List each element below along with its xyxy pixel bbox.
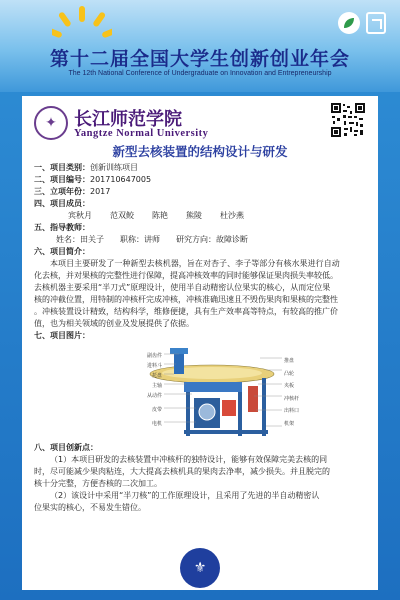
conference-logos — [338, 12, 386, 34]
member-name: 熊陵 — [186, 211, 202, 220]
hopper-top — [170, 348, 188, 354]
frame-top — [184, 382, 242, 392]
member-name: 宾秋月 — [68, 211, 92, 220]
advisor-title: 职称：讲师 — [120, 235, 160, 244]
callout-label: 出料口 — [284, 408, 300, 415]
conference-subtitle: The 12th National Conference of Undergraduate on Innovation and Entrepreneurship — [68, 70, 332, 77]
innovation-line: （2）该设计中采用“半刀核”的工作原理设计，且采用了先进的半自动精密认 — [50, 491, 320, 500]
number-row — [34, 174, 366, 186]
category-row — [34, 162, 366, 174]
intro-line: 去核机器主要采用“半刀式”原理设计，使用半自动精密认位果实的核心，从而定位果 — [34, 283, 331, 292]
callout-label: 托盘 — [151, 373, 162, 379]
members-list — [34, 210, 366, 222]
advisor-info — [34, 234, 366, 246]
category-value: 创新训练项目 — [90, 163, 138, 172]
member-name: 范双鲛 — [110, 211, 134, 220]
year-row — [34, 186, 366, 198]
members-label: 四、项目成员： — [34, 199, 90, 208]
school-name-cn: 长江师范学院 — [74, 109, 182, 130]
bracket-logo-icon — [366, 12, 386, 34]
frame-leg — [238, 392, 242, 436]
intro-line: 核的冲截位置，用特制的冲核杆完成冲核，冲核准确迅速且不毁伤果肉和果核的完整性 — [34, 295, 338, 304]
innovation-line: 位果实的核心，不易发生错位。 — [34, 503, 146, 512]
callout-label: 凸轮 — [284, 370, 295, 377]
intro-label: 六、项目简介： — [34, 247, 90, 256]
motor-wheel — [199, 404, 215, 420]
conference-title: 第十二届全国大学生创新创业年会 — [49, 48, 350, 70]
base-bar — [184, 430, 268, 434]
cam-block — [248, 386, 258, 412]
callouts-right — [284, 355, 299, 431]
advisor-label: 五、指导教师： — [34, 223, 90, 232]
callout-label: 电机 — [151, 421, 162, 427]
member-name: 杜沙燕 — [220, 211, 244, 220]
advisor-name: 姓名：田关子 — [56, 235, 104, 244]
callout-label: 主轴 — [151, 383, 162, 389]
school-seal-icon: ⚜ — [180, 548, 220, 588]
year-value: 2017 — [90, 187, 111, 196]
intro-line: 值，也为相关领域的创业及发展提供了依据。 — [34, 319, 194, 328]
innovation-text — [34, 454, 366, 514]
number-value: 201710647005 — [90, 175, 152, 184]
number-label: 二、项目编号： — [34, 175, 90, 184]
callout-label: 从动件 — [146, 393, 162, 399]
intro-line: 。冲核装置设计精致，结构科学，维修便捷，具有生产效率高等特点，有较高的推广价 — [34, 307, 338, 316]
innovation-label: 八、项目创新点： — [34, 443, 98, 452]
frame-leg — [262, 378, 266, 436]
member-name: 陈艳 — [152, 211, 168, 220]
belt-drive — [222, 400, 236, 416]
conference-header — [0, 0, 400, 92]
leaf-logo-icon — [338, 12, 360, 34]
callout-label: 皮带 — [151, 407, 162, 413]
school-name-en: Yangtze Normal University — [74, 128, 209, 139]
school-emblem-icon: ✦ — [34, 106, 68, 140]
innovation-line: （1）本项目研发的去核装置中冲核杆的独特设计，能够有效保障完美去核的同 — [50, 455, 328, 464]
callout-label: 进料斗 — [146, 363, 162, 369]
project-title: 新型去核装置的结构设计与研发 — [112, 144, 288, 159]
frame-leg — [186, 392, 190, 436]
innovation-line: 时，尽可能减少果肉粘连，大大提高去核机具的果肉去净率，减少损失。并且脱完的 — [34, 467, 330, 476]
figure-label: 七、项目图片： — [34, 331, 90, 340]
sun-logo-icon — [52, 4, 112, 48]
callout-label: 推盘 — [284, 358, 295, 364]
callout-label: 副齿件 — [146, 353, 162, 359]
innovation-line: 核十分完整，方便杏核的二次加工。 — [34, 479, 162, 488]
advisor-field: 研究方向：故障诊断 — [176, 235, 248, 244]
qr-code-icon[interactable] — [330, 102, 366, 138]
category-label: 一、项目类别： — [34, 163, 90, 172]
callout-label: 机架 — [284, 420, 295, 427]
callout-label: 夹板 — [284, 383, 295, 390]
poster-panel — [22, 96, 378, 590]
project-content — [34, 162, 366, 514]
machine-figure — [34, 344, 366, 438]
intro-line: 本项目主要研发了一种新型去核机器，旨在对杏子、李子等部分有核水果进行自动 — [50, 259, 340, 268]
intro-text — [34, 258, 366, 330]
intro-line: 化去核，并对果核的完整性进行保障，提高冲核效率的同时能够保证果肉损失率较低。 — [34, 271, 338, 280]
callouts-left — [136, 351, 162, 429]
callout-label: 冲核杆 — [284, 395, 300, 402]
machine-render — [34, 344, 366, 438]
year-label: 三、立项年份： — [34, 187, 90, 196]
